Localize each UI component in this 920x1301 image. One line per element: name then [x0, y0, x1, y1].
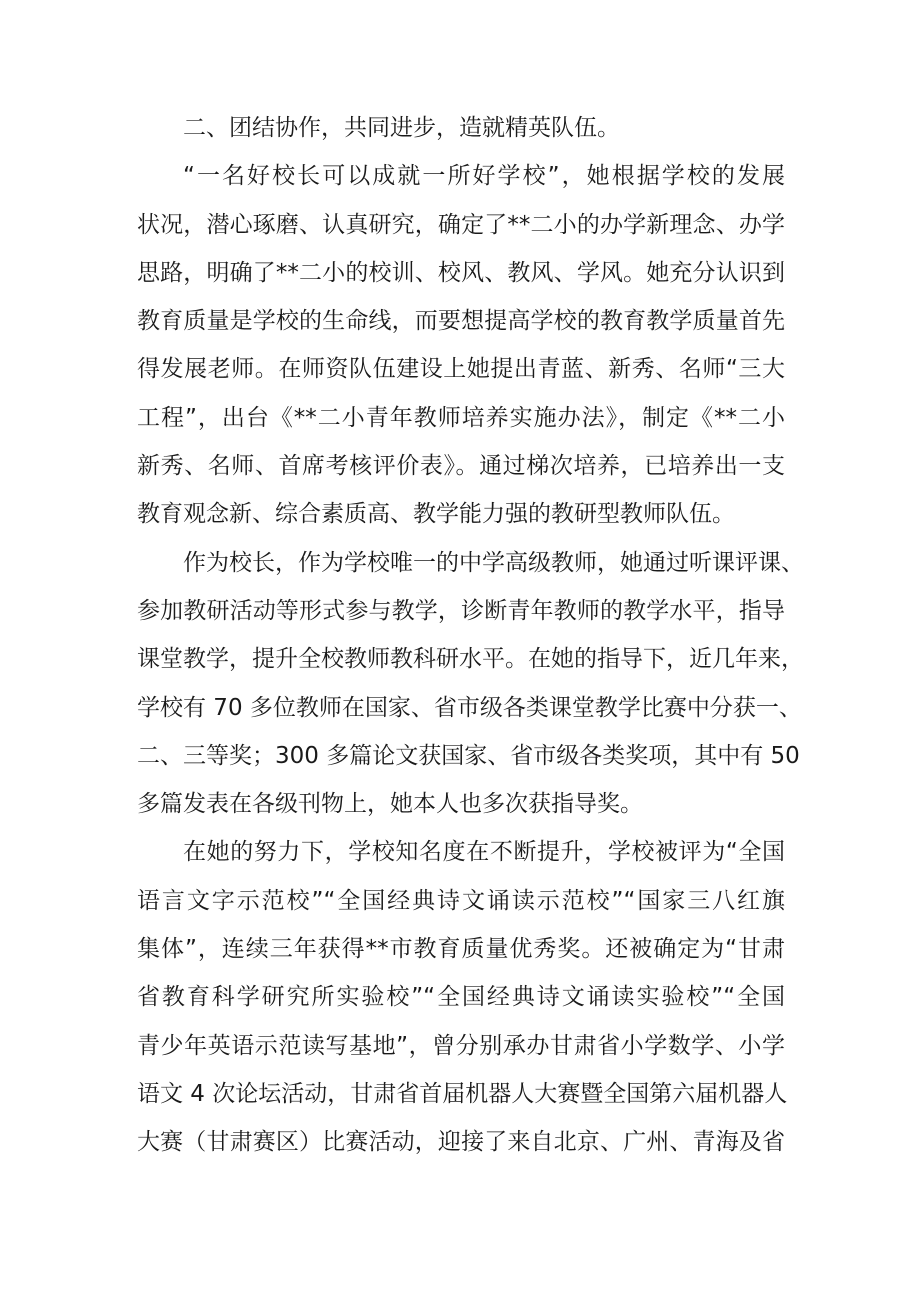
paragraph-line: 思路，明确了**二小的校训、校风、教风、学风。她充分认识到 — [137, 259, 785, 286]
paragraph-line: 在她的努力下，学校知名度在不断提升，学校被评为“全国 — [183, 839, 785, 866]
paragraph-line: 教育观念新、综合素质高、教学能力强的教研型教师队伍。 — [137, 501, 735, 528]
section-heading: 二、团结协作，共同进步，造就精英队伍。 — [183, 115, 620, 141]
paragraph-line: 语文 4 次论坛活动，甘肃省首届机器人大赛暨全国第六届机器人 — [137, 1080, 788, 1107]
paragraph-line: 大赛（甘肃赛区）比赛活动，迎接了来自北京、广州、青海及省 — [137, 1129, 785, 1156]
paragraph-line: 省教育科学研究所实验校”“全国经典诗文诵读实验校”“全国 — [137, 984, 785, 1011]
paragraph-line: 新秀、名师、首席考核评价表》。通过梯次培养，已培养出一支 — [137, 453, 785, 480]
paragraph-line: 参加教研活动等形式参与教学，诊断青年教师的教学水平，指导 — [137, 597, 785, 624]
paragraph-line: 作为校长，作为学校唯一的中学高级教师，她通过听课评课、 — [183, 549, 804, 576]
paragraph-line: 工程”，出台《**二小青年教师培养实施办法》，制定《**二小 — [137, 404, 785, 431]
paragraph-line: 状况，潜心琢磨、认真研究，确定了**二小的办学新理念、办学 — [137, 211, 785, 238]
paragraph-1 — [137, 152, 785, 538]
document-body — [137, 104, 804, 1167]
paragraph-line: 集体”，连续三年获得**市教育质量优秀奖。还被确定为“甘肃 — [137, 936, 785, 963]
paragraph-line: 多篇发表在各级刊物上，她本人也多次获指导奖。 — [137, 791, 643, 818]
paragraph-line: 学校有 70 多位教师在国家、省市级各类课堂教学比赛中分获一、 — [137, 694, 802, 721]
paragraph-line: 得发展老师。在师资队伍建设上她提出青蓝、新秀、名师“三大 — [137, 356, 785, 383]
paragraph-3 — [137, 828, 788, 1166]
paragraph-line: 教育质量是学校的生命线，而要想提高学校的教育教学质量首先 — [137, 308, 785, 335]
paragraph-line: 青少年英语示范读写基地”，曾分别承办甘肃省小学数学、小学 — [137, 1032, 785, 1059]
paragraph-2 — [137, 539, 804, 829]
paragraph-line: 课堂教学，提升全校教师教科研水平。在她的指导下，近几年来， — [137, 646, 804, 673]
paragraph-line: “一名好校长可以成就一所好学校”，她根据学校的发展 — [183, 163, 785, 190]
paragraph-line: 二、三等奖；300 多篇论文获国家、省市级各类奖项，其中有 50 — [137, 742, 800, 769]
paragraph-line: 语言文字示范校”“全国经典诗文诵读示范校”“国家三八红旗 — [137, 887, 785, 914]
